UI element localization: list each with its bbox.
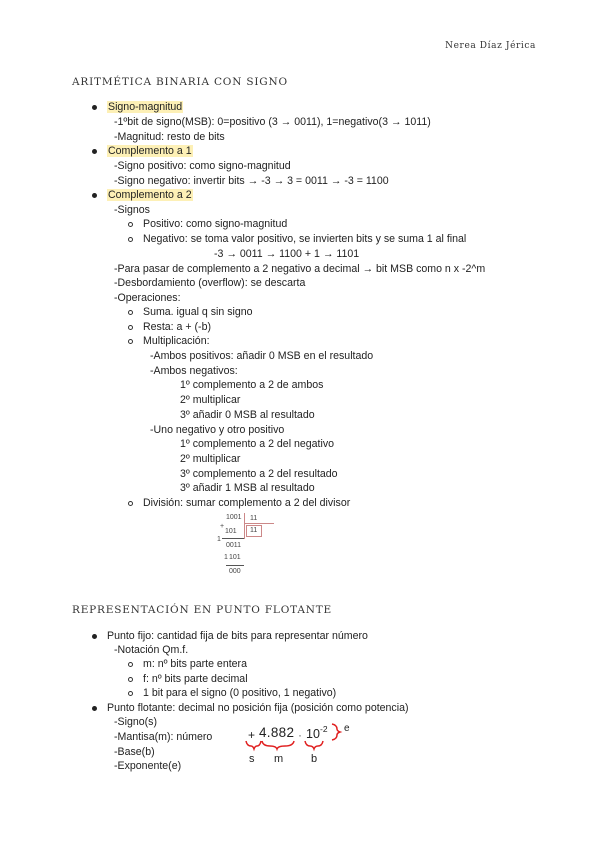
float-mantissa: 4.882: [259, 725, 295, 740]
op-resta: Resta: a + (-b): [143, 321, 212, 333]
label-b: b: [311, 753, 318, 765]
c1-line-2: -Signo negativo: invertir bits → -3 → 3 = 0011 → -3 = 1100: [114, 175, 389, 187]
pf-signo-bit: 1 bit para el signo (0 positivo, 1 negativo): [143, 687, 337, 699]
complemento-2-title: Complemento a 2: [108, 189, 192, 201]
div-dividend: 1001: [226, 514, 242, 521]
punto-flotante: Punto flotante: decimal no posición fija (posición como potencia): [107, 702, 409, 714]
c1-line-1: -Signo positivo: como signo-magnitud: [114, 160, 291, 172]
label-m: m: [274, 753, 284, 765]
div-divisor: 11: [250, 515, 258, 522]
mult-mixto-step-2: 2º multiplicar: [180, 453, 241, 465]
brace-base: [305, 741, 323, 749]
c2-example: -3 → 0011 → 1100 + 1 → 1101: [214, 248, 360, 260]
div-carry: 1: [217, 536, 221, 543]
mult-neg-step-3: 3º añadir 0 MSB al resultado: [180, 409, 315, 421]
mult-mixto-step-3: 3º complemento a 2 del resultado: [180, 468, 338, 480]
pf-mantisa: -Mantisa(m): número: [114, 731, 213, 743]
c2-operaciones: -Operaciones:: [114, 292, 181, 304]
signo-magnitud-title: Signo-magnitud: [108, 101, 183, 113]
brace-exponent: [332, 724, 340, 740]
pf-base: -Base(b): [114, 746, 155, 758]
section-title-punto-flotante: REPRESENTACIÓN EN PUNTO FLOTANTE: [72, 604, 332, 616]
c2-decimal: -Para pasar de complemento a 2 negativo a decimal → bit MSB como n x -2^m: [114, 263, 486, 275]
div-result: 000: [229, 568, 241, 575]
mult-mixto: -Uno negativo y otro positivo: [150, 424, 285, 436]
pf-exponente: -Exponente(e): [114, 760, 182, 772]
brace-mantissa: [262, 741, 294, 749]
op-multiplicacion: Multiplicación:: [143, 335, 210, 347]
pf-m: m: nº bits parte entera: [143, 658, 247, 670]
notacion-qmf: -Notación Qm.f.: [114, 644, 189, 656]
c2-overflow: -Desbordamiento (overflow): se descarta: [114, 277, 306, 289]
label-s: s: [249, 753, 255, 765]
mult-mixto-step-4: 3º añadir 1 MSB al resultado: [180, 482, 315, 494]
div-addend-2: 101: [229, 554, 241, 561]
op-division: División: sumar complemento a 2 del divisor: [143, 497, 351, 509]
section-title-aritmetica: ARITMÉTICA BINARIA CON SIGNO: [72, 76, 288, 88]
mult-ambos-negativos: -Ambos negativos:: [150, 365, 238, 377]
complemento-1-title: Complemento a 1: [108, 145, 192, 157]
punto-fijo: Punto fijo: cantidad fija de bits para representar número: [107, 630, 368, 642]
mult-mixto-step-1: 1º complemento a 2 del negativo: [180, 438, 335, 450]
sm-line-1: -1ºbit de signo(MSB): 0=positivo (3 → 0011), 1=negativo(3 → 1011): [114, 116, 431, 128]
float-dot: ·: [298, 728, 302, 742]
div-plus-sign: +: [220, 523, 225, 530]
brace-sign: [246, 741, 261, 749]
div-carry-2: 1: [224, 554, 228, 561]
op-suma: Suma. igual q sin signo: [143, 306, 253, 318]
float-exponent: -2: [320, 724, 328, 734]
pf-signo: -Signo(s): [114, 716, 157, 728]
author-name: Nerea Díaz Jérica: [445, 41, 536, 51]
mult-neg-step-1: 1º complemento a 2 de ambos: [180, 379, 324, 391]
mult-neg-step-2: 2º multiplicar: [180, 394, 241, 406]
div-partial: 0011: [226, 542, 242, 549]
mult-ambos-positivos: -Ambos positivos: añadir 0 MSB en el resultado: [150, 350, 374, 362]
pf-f: f: nº bits parte decimal: [143, 673, 248, 685]
label-e: e: [344, 723, 350, 734]
float-sign: +: [248, 728, 256, 742]
div-addend: 101: [225, 528, 237, 535]
c2-signos: -Signos: [114, 204, 150, 216]
c2-positivo: Positivo: como signo-magnitud: [143, 218, 288, 230]
float-base: 10: [306, 727, 320, 741]
c2-negativo: Negativo: se toma valor positivo, se invierten bits y se suma 1 al final: [143, 233, 467, 245]
sm-line-2: -Magnitud: resto de bits: [114, 131, 225, 143]
div-quotient-box: 11: [246, 525, 262, 537]
